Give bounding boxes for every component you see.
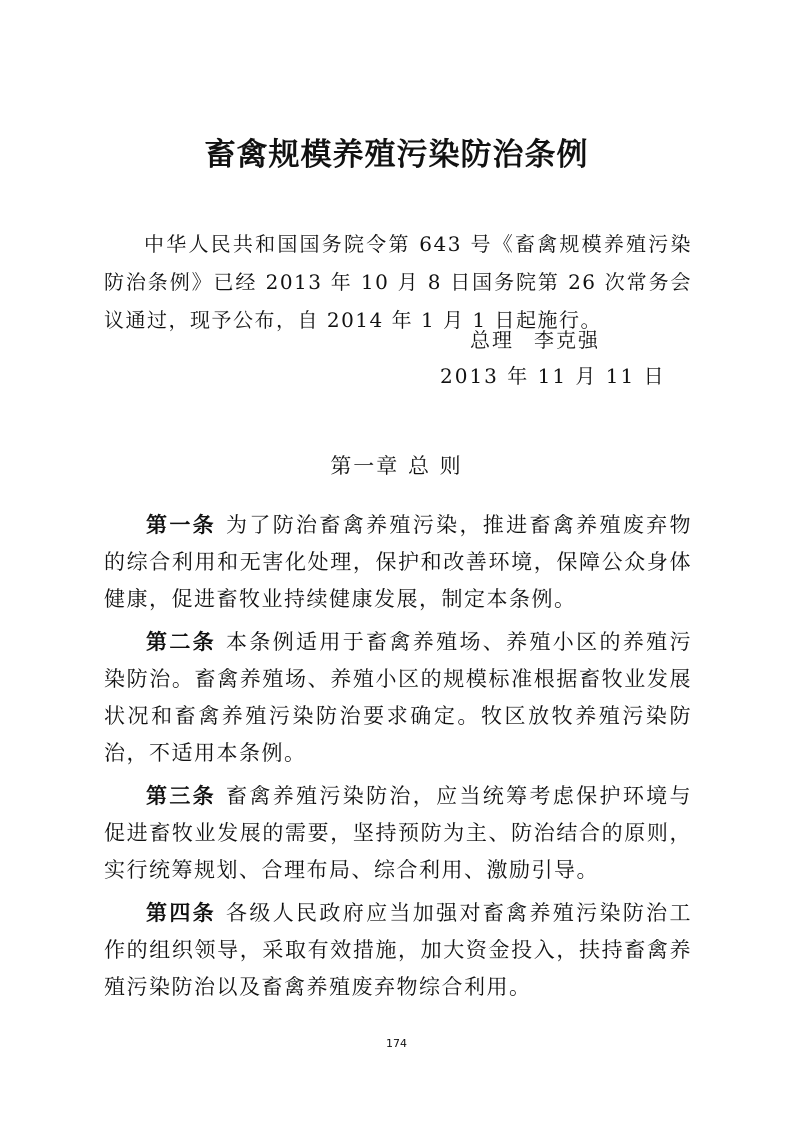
article-number: 第四条 xyxy=(146,901,217,925)
page-number: 174 xyxy=(386,1037,407,1050)
article-text: 本条例适用于畜禽养殖场、养殖小区的养殖污染防治。畜禽养殖场、养殖小区的规模标准根据畜牧业发展状况和畜禽养殖污染防治要求确定。牧区放牧养殖污染防治，不适用本条例。 xyxy=(104,630,693,765)
articles xyxy=(104,507,692,1012)
article-number: 第二条 xyxy=(146,630,217,654)
chapter-heading: 第一章 总 则 xyxy=(330,454,463,478)
signer-name: 李克强 xyxy=(534,328,600,352)
article-3 xyxy=(104,778,692,889)
sign-date: 2013 年 11 月 11 日 xyxy=(440,364,666,388)
article-text: 各级人民政府应当加强对畜禽养殖污染防治工作的组织领导，采取有效措施，加大资金投入，扶持畜禽养殖污染防治以及畜禽养殖废弃物综合利用。 xyxy=(104,901,693,999)
decree-paragraph: 中华人民共和国国务院令第 643 号《畜禽规模养殖污染防治条例》已经 2013 年 10 月 8 日国务院第 26 次常务会议通过，现予公布，自 2014 年 1 月 1 日起施行。 xyxy=(104,232,692,332)
article-text: 为了防治畜禽养殖污染，推进畜禽养殖废弃物的综合利用和无害化处理，保护和改善环境，保障公众身体健康，促进畜牧业持续健康发展，制定本条例。 xyxy=(104,513,693,611)
article-text: 畜禽养殖污染防治，应当统筹考虑保护环境与促进畜牧业发展的需要，坚持预防为主、防治结合的原则，实行统筹规划、合理布局、综合利用、激励引导。 xyxy=(104,784,693,882)
article-number: 第一条 xyxy=(146,513,217,537)
article-4 xyxy=(104,895,692,1006)
article-number: 第三条 xyxy=(146,784,217,808)
signer-role: 总理 xyxy=(470,328,514,352)
article-1 xyxy=(104,507,692,618)
article-2 xyxy=(104,624,692,772)
signer xyxy=(470,322,670,358)
document-title: 畜禽规模养殖污染防治条例 xyxy=(204,137,589,173)
